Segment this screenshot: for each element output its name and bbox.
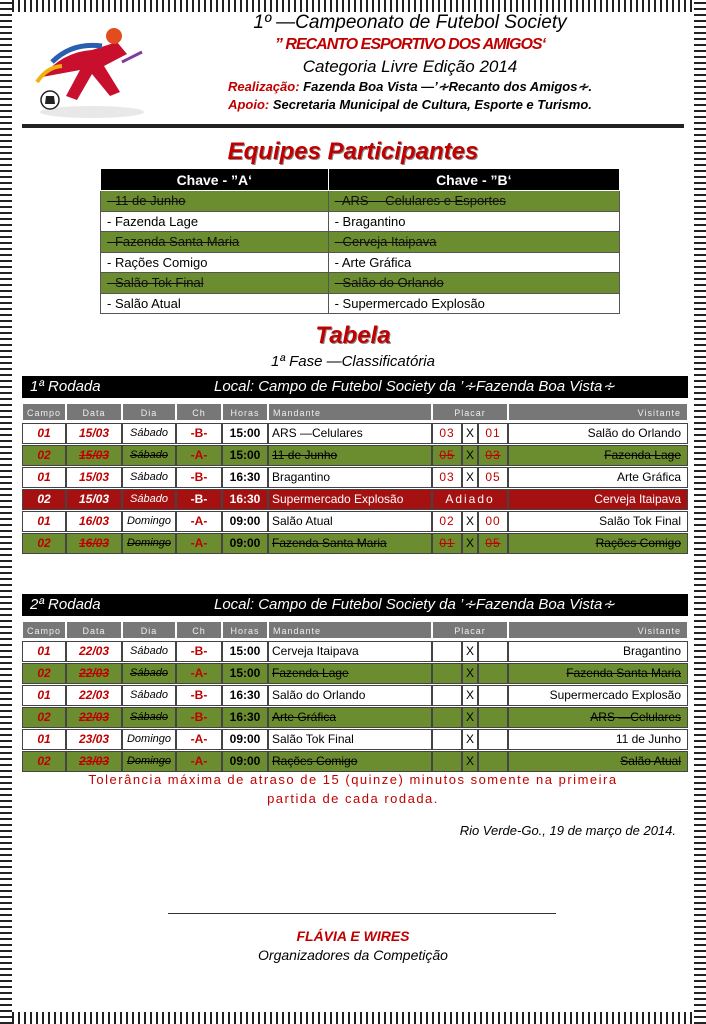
- column-header-campo: Campo: [22, 621, 66, 639]
- game-weekday: Sábado: [122, 685, 176, 706]
- game-away-team: Bragantino: [508, 641, 688, 662]
- round2-header: [22, 594, 688, 616]
- game-row: [22, 707, 688, 728]
- realizacao-line: Realização: Fazenda Boa Vista —’∻Recanto dos Amigos∻.: [228, 79, 592, 94]
- column-header-campo: Campo: [22, 403, 66, 421]
- game-time: 15:00: [222, 445, 268, 466]
- team-row: [101, 252, 620, 273]
- column-header-ch: Ch: [176, 621, 222, 639]
- signature-name: FLÁVIA E WIRES: [296, 928, 410, 944]
- team-group-a: - Fazenda Santa Maria: [101, 232, 329, 253]
- game-row: [22, 533, 688, 554]
- round1-location: Local: Campo de Futebol Society da ’∻Fazenda Boa Vista∻: [214, 378, 615, 395]
- soccer-player-logo: [22, 22, 162, 122]
- game-date: 22/03: [66, 685, 122, 706]
- championship-title: 1º —Campeonato de Futebol Society: [253, 12, 567, 33]
- game-time: 09:00: [222, 511, 268, 532]
- phase-subtitle: 1ª Fase —Classificatória: [271, 353, 435, 370]
- game-weekday: Sábado: [122, 467, 176, 488]
- away-score: [478, 707, 508, 728]
- game-field: 01: [22, 423, 66, 444]
- away-score: 03: [478, 445, 508, 466]
- game-time: 09:00: [222, 751, 268, 772]
- game-row: [22, 511, 688, 532]
- away-score: [478, 729, 508, 750]
- game-home-team: Cerveja Itaipava: [268, 641, 432, 662]
- column-header-placar: Placar: [432, 621, 508, 639]
- game-time: 15:00: [222, 663, 268, 684]
- game-away-team: Salão Atual: [508, 751, 688, 772]
- game-row: [22, 663, 688, 684]
- away-score: 00: [478, 511, 508, 532]
- game-date: 16/03: [66, 511, 122, 532]
- game-group: -B-: [176, 423, 222, 444]
- game-home-team: ARS —Celulares: [268, 423, 432, 444]
- team-row: [101, 273, 620, 294]
- game-weekday: Domingo: [122, 533, 176, 554]
- team-group-b: - Arte Gráfica: [328, 252, 619, 273]
- game-away-team: Cerveja Itaipava: [508, 489, 688, 510]
- game-time: 15:00: [222, 423, 268, 444]
- game-away-team: Fazenda Lage: [508, 445, 688, 466]
- score-separator: X: [462, 729, 478, 750]
- game-row: [22, 751, 688, 772]
- game-field: 01: [22, 729, 66, 750]
- game-row: [22, 467, 688, 488]
- teams-table: [100, 168, 620, 314]
- away-score: [478, 751, 508, 772]
- game-date: 22/03: [66, 641, 122, 662]
- team-group-a: - Salão Atual: [101, 293, 329, 314]
- game-weekday: Sábado: [122, 641, 176, 662]
- game-home-team: Fazenda Santa Maria: [268, 533, 432, 554]
- game-away-team: ARS —Celulares: [508, 707, 688, 728]
- round2-location: Local: Campo de Futebol Society da ’∻Fazenda Boa Vista∻: [214, 596, 615, 613]
- round2-name: 2ª Rodada: [30, 596, 101, 613]
- home-score: [432, 729, 462, 750]
- game-date: 23/03: [66, 729, 122, 750]
- score-separator: X: [462, 707, 478, 728]
- game-time: 09:00: [222, 533, 268, 554]
- team-group-b: - ARS —Celulares e Esportes: [328, 191, 619, 212]
- game-field: 02: [22, 445, 66, 466]
- home-score: [432, 685, 462, 706]
- game-weekday: Sábado: [122, 663, 176, 684]
- home-score: [432, 707, 462, 728]
- game-field: 01: [22, 685, 66, 706]
- game-time: 16:30: [222, 707, 268, 728]
- team-row: [101, 232, 620, 253]
- team-row: [101, 191, 620, 212]
- column-header-data: Data: [66, 403, 122, 421]
- game-field: 02: [22, 533, 66, 554]
- team-row: [101, 211, 620, 232]
- game-time: 16:30: [222, 685, 268, 706]
- score-separator: X: [462, 445, 478, 466]
- game-group: -A-: [176, 729, 222, 750]
- team-group-b: - Supermercado Explosão: [328, 293, 619, 314]
- team-group-b: - Cerveja Itaipava: [328, 232, 619, 253]
- column-header-visitante: Visitante: [508, 403, 688, 421]
- away-score: [478, 685, 508, 706]
- game-field: 02: [22, 489, 66, 510]
- team-group-a: - 11 de Junho: [101, 191, 329, 212]
- away-score: 05: [478, 467, 508, 488]
- signature-line: [168, 913, 556, 914]
- game-date: 15/03: [66, 423, 122, 444]
- game-home-team: Bragantino: [268, 467, 432, 488]
- game-time: 16:30: [222, 489, 268, 510]
- team-group-a: - Rações Comigo: [101, 252, 329, 273]
- game-row: [22, 445, 688, 466]
- game-weekday: Domingo: [122, 751, 176, 772]
- game-time: 16:30: [222, 467, 268, 488]
- home-score: [432, 751, 462, 772]
- game-away-team: Salão do Orlando: [508, 423, 688, 444]
- away-score: [478, 641, 508, 662]
- away-score: 01: [478, 423, 508, 444]
- game-weekday: Domingo: [122, 729, 176, 750]
- game-weekday: Sábado: [122, 707, 176, 728]
- home-score: [432, 641, 462, 662]
- championship-name: ” RECANTO ESPORTIVO DOS AMIGOS‘: [274, 36, 546, 53]
- game-group: -B-: [176, 685, 222, 706]
- column-header-placar: Placar: [432, 403, 508, 421]
- round1-name: 1ª Rodada: [30, 378, 101, 395]
- game-group: -B-: [176, 707, 222, 728]
- team-group-b: - Bragantino: [328, 211, 619, 232]
- round1-header: [22, 376, 688, 398]
- group-b-header: Chave - ”B‘: [328, 169, 619, 191]
- game-date: 15/03: [66, 445, 122, 466]
- away-score: [478, 663, 508, 684]
- away-score: 05: [478, 533, 508, 554]
- home-score: 02: [432, 511, 462, 532]
- tabela-title: Tabela: [315, 322, 391, 349]
- column-header-mandante: Mandante: [268, 621, 432, 639]
- game-weekday: Sábado: [122, 445, 176, 466]
- apoio-line: Apoio: Secretaria Municipal de Cultura, Esporte e Turismo.: [228, 97, 592, 112]
- teams-section-title: Equipes Participantes: [227, 138, 479, 165]
- game-away-team: Salão Tok Final: [508, 511, 688, 532]
- game-date: 15/03: [66, 467, 122, 488]
- column-header-data: Data: [66, 621, 122, 639]
- game-field: 02: [22, 663, 66, 684]
- game-row: [22, 489, 688, 510]
- team-group-a: - Fazenda Lage: [101, 211, 329, 232]
- game-weekday: Sábado: [122, 489, 176, 510]
- score-separator: X: [462, 533, 478, 554]
- game-row: [22, 641, 688, 662]
- game-away-team: Rações Comigo: [508, 533, 688, 554]
- game-home-team: Arte Gráfica: [268, 707, 432, 728]
- game-home-team: Salão Atual: [268, 511, 432, 532]
- home-score: 05: [432, 445, 462, 466]
- game-weekday: Domingo: [122, 511, 176, 532]
- game-weekday: Sábado: [122, 423, 176, 444]
- header: [150, 12, 670, 114]
- game-field: 01: [22, 511, 66, 532]
- group-a-header: Chave - ”A‘: [101, 169, 329, 191]
- game-field: 01: [22, 467, 66, 488]
- game-home-team: Supermercado Explosão: [268, 489, 432, 510]
- score-separator: X: [462, 641, 478, 662]
- score-separator: X: [462, 751, 478, 772]
- game-group: -B-: [176, 489, 222, 510]
- game-field: 01: [22, 641, 66, 662]
- game-field: 02: [22, 707, 66, 728]
- game-home-team: 11 de Junho: [268, 445, 432, 466]
- signature-role: Organizadores da Competição: [258, 947, 448, 963]
- team-group-b: - Salão do Orlando: [328, 273, 619, 294]
- game-date: 23/03: [66, 751, 122, 772]
- game-time: 09:00: [222, 729, 268, 750]
- game-date: 22/03: [66, 707, 122, 728]
- page-border-top: [0, 0, 706, 12]
- game-date: 22/03: [66, 663, 122, 684]
- game-away-team: 11 de Junho: [508, 729, 688, 750]
- column-header-dia: Dia: [122, 403, 176, 421]
- game-group: -B-: [176, 641, 222, 662]
- game-away-team: Arte Gráfica: [508, 467, 688, 488]
- game-row: [22, 729, 688, 750]
- score-separator: X: [462, 663, 478, 684]
- game-postponed-label: Adiado: [432, 489, 508, 510]
- game-row: [22, 685, 688, 706]
- team-row: [101, 293, 620, 314]
- column-header-horas: Horas: [222, 621, 268, 639]
- game-home-team: Rações Comigo: [268, 751, 432, 772]
- home-score: 03: [432, 467, 462, 488]
- game-home-team: Fazenda Lage: [268, 663, 432, 684]
- game-time: 15:00: [222, 641, 268, 662]
- score-separator: X: [462, 467, 478, 488]
- column-header-horas: Horas: [222, 403, 268, 421]
- score-separator: X: [462, 511, 478, 532]
- home-score: 01: [432, 533, 462, 554]
- column-header-dia: Dia: [122, 621, 176, 639]
- home-score: [432, 663, 462, 684]
- game-home-team: Salão Tok Final: [268, 729, 432, 750]
- game-group: -A-: [176, 445, 222, 466]
- page-border-bottom: [0, 1012, 706, 1024]
- category-edition: Categoria Livre Edição 2014: [302, 57, 518, 76]
- game-date: 16/03: [66, 533, 122, 554]
- score-separator: X: [462, 423, 478, 444]
- tolerance-note: Tolerância máxima de atraso de 15 (quinze) minutos somente na primeira partida de cada rodada.: [88, 772, 618, 806]
- game-group: -A-: [176, 663, 222, 684]
- game-group: -B-: [176, 467, 222, 488]
- round1-column-headers: [22, 403, 688, 421]
- team-group-a: - Salão Tok Final: [101, 273, 329, 294]
- home-score: 03: [432, 423, 462, 444]
- game-date: 15/03: [66, 489, 122, 510]
- game-group: -A-: [176, 511, 222, 532]
- game-group: -A-: [176, 751, 222, 772]
- game-row: [22, 423, 688, 444]
- column-header-visitante: Visitante: [508, 621, 688, 639]
- game-away-team: Fazenda Santa Maria: [508, 663, 688, 684]
- game-field: 02: [22, 751, 66, 772]
- header-divider: [22, 124, 684, 128]
- round2-column-headers: [22, 621, 688, 639]
- column-header-mandante: Mandante: [268, 403, 432, 421]
- score-separator: X: [462, 685, 478, 706]
- column-header-ch: Ch: [176, 403, 222, 421]
- place-and-date: Rio Verde-Go., 19 de março de 2014.: [459, 823, 676, 838]
- game-away-team: Supermercado Explosão: [508, 685, 688, 706]
- game-group: -A-: [176, 533, 222, 554]
- game-home-team: Salão do Orlando: [268, 685, 432, 706]
